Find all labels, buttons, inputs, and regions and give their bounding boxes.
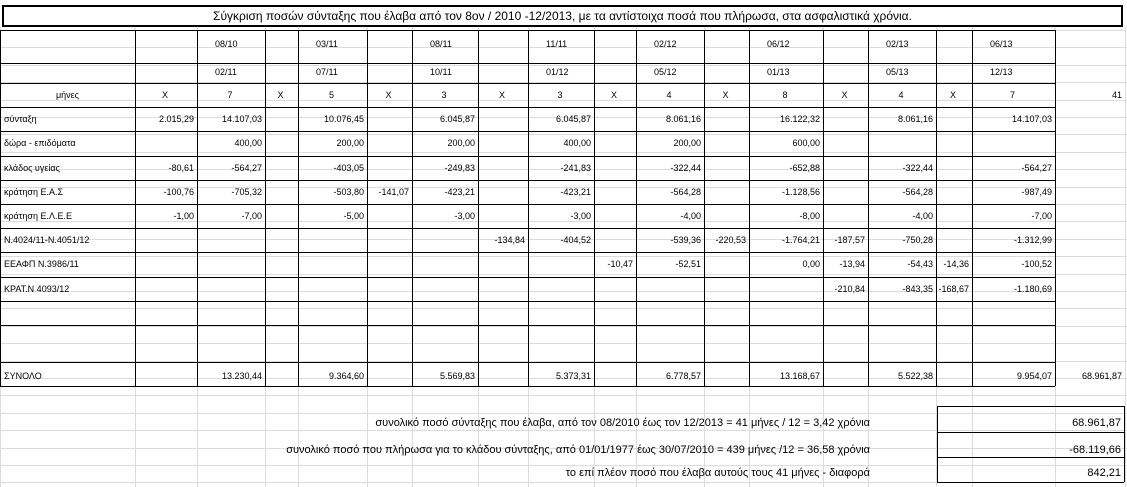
table-cell: -8,00 (799, 211, 820, 221)
table-cell: 5 (328, 90, 334, 100)
summary-text: συνολικό ποσό σύνταξης που έλαβα, από τον 08/2010 έως τον 12/2013 = 41 μήνες / 12 = 3,42 χρόνια (375, 417, 870, 429)
table-cell: 5.569,83 (439, 371, 475, 381)
summary-border (937, 406, 938, 482)
table-cell: -403,05 (333, 162, 364, 173)
table-cell: 6.045,87 (555, 114, 591, 125)
table-cell: 5.373,31 (555, 371, 591, 381)
period-from: 06/12 (767, 39, 790, 49)
table-cell: 9.364,60 (328, 371, 364, 381)
table-cell: 200,00 (447, 138, 475, 149)
table-cell: -3,00 (454, 211, 475, 221)
gridline (0, 343, 1127, 344)
gridline (0, 134, 1127, 135)
table-cell: Χ (722, 90, 729, 100)
table-cell: -423,21 (560, 186, 591, 197)
period-from: 02/13 (886, 39, 909, 49)
table-cell: -14,36 (943, 259, 969, 270)
table-cell: 400,00 (563, 138, 591, 149)
period-from: 11/11 (546, 39, 568, 49)
table-cell: -1,00 (173, 211, 194, 221)
period-to: 05/13 (886, 67, 909, 77)
table-border (135, 30, 136, 386)
table-cell: 5.522,38 (897, 371, 933, 381)
row-label: ΚΡΑΤ.Ν 4093/12 (4, 283, 70, 294)
gridline (0, 274, 1127, 275)
period-to: 07/11 (316, 67, 338, 77)
period-from: 08/10 (215, 39, 238, 49)
row-label: σύνταξη (4, 114, 37, 125)
table-cell: -322,44 (670, 162, 701, 173)
sheet-title: Σύγκριση ποσών σύνταξης που έλαβα από τον 8ον / 2010 -12/2013, με τα αντίστοιχα ποσά που πλήρωσα, στα ασφαλιστικά χρόνια. (2, 5, 1123, 27)
table-cell: -652,88 (789, 162, 820, 173)
table-cell: 400,00 (234, 138, 262, 149)
summary-border (937, 406, 1124, 407)
table-border (0, 30, 1, 386)
table-cell: -564,28 (902, 186, 933, 197)
table-cell: 68.961,87 (1081, 371, 1122, 381)
period-from: 06/13 (990, 39, 1013, 49)
table-cell: 6.778,57 (665, 371, 701, 381)
row-label: κράτηση Ε.Λ.Ε.Ε (4, 211, 72, 221)
table-cell: -843,35 (902, 283, 933, 294)
gridline (0, 395, 1127, 396)
table-cell: 6.045,87 (439, 114, 475, 125)
row-label: κλάδος υγείας (4, 162, 60, 173)
row-label: Ν.4024/11-Ν.4051/12 (4, 235, 90, 246)
table-border (594, 30, 595, 386)
table-cell: Χ (385, 90, 392, 100)
table-cell: -168,67 (938, 283, 969, 294)
table-cell: -1.764,21 (781, 235, 820, 246)
summary-border (937, 432, 1124, 433)
table-cell: 200,00 (336, 138, 364, 149)
gridline (0, 326, 1127, 327)
row-label: ΣΥΝΟΛΟ (4, 371, 42, 381)
table-cell: -564,27 (231, 162, 262, 173)
summary-border (1124, 406, 1125, 482)
table-cell: 13.168,67 (779, 371, 820, 381)
table-border (823, 30, 824, 386)
table-cell: 0,00 (802, 259, 820, 270)
summary-text: συνολικό ποσό που πλήρωσα για το κλάδου σύνταξης, από 01/01/1977 έως 30/07/2010 = 439 μήνες /12 = 36,58 χρόνια (286, 444, 870, 456)
table-cell: -13,94 (839, 259, 865, 270)
period-from: 08/11 (430, 39, 452, 49)
table-cell: 8 (782, 90, 788, 100)
period-from: 03/11 (316, 39, 338, 49)
table-cell: -210,84 (834, 283, 865, 294)
table-border (197, 30, 198, 386)
table-cell: -1.180,69 (1013, 283, 1052, 294)
table-cell: 4 (666, 90, 672, 100)
table-cell: 9.954,07 (1016, 371, 1052, 381)
table-cell: 2.015,29 (158, 114, 194, 125)
table-cell: -7,00 (241, 211, 262, 221)
table-cell: Χ (610, 90, 617, 100)
table-cell: -241,83 (560, 162, 591, 173)
table-cell: -134,84 (494, 235, 525, 246)
table-border (868, 30, 869, 386)
table-border (636, 30, 637, 386)
table-cell: -141,07 (378, 186, 409, 197)
table-cell: 41 (1111, 90, 1122, 100)
row-label: ΕΕΑΦΠ Ν.3986/11 (4, 259, 79, 270)
table-cell: 3 (557, 90, 563, 100)
table-border (0, 386, 1055, 387)
table-cell: 4 (898, 90, 904, 100)
summary-value: 68.961,87 (1072, 417, 1121, 429)
table-cell: 8.061,16 (665, 114, 701, 125)
table-cell: -220,53 (715, 235, 746, 246)
period-to: 05/12 (654, 67, 677, 77)
table-cell: -4,00 (680, 211, 701, 221)
table-border (972, 30, 973, 386)
table-cell: -52,51 (675, 259, 701, 270)
row-label: δώρα - επιδόματα (4, 138, 76, 149)
table-cell: 200,00 (673, 138, 701, 149)
table-cell: 13.230,44 (221, 371, 262, 381)
table-cell: -564,27 (1021, 162, 1052, 173)
table-cell: -3,00 (570, 211, 591, 221)
table-cell: -750,28 (902, 235, 933, 246)
table-cell: 10.076,45 (323, 114, 364, 125)
table-cell: -4,00 (912, 211, 933, 221)
table-cell: -423,21 (444, 186, 475, 197)
table-cell: -249,83 (444, 162, 475, 173)
row-label: κράτηση Ε.Α.Σ (4, 186, 64, 197)
table-cell: 600,00 (792, 138, 820, 149)
table-cell: -705,32 (231, 186, 262, 197)
table-cell: -5,00 (343, 211, 364, 221)
table-cell: Χ (841, 90, 848, 100)
table-border (749, 30, 750, 386)
table-cell: -539,36 (670, 235, 701, 246)
table-cell: -54,43 (907, 259, 933, 270)
table-border (367, 30, 368, 386)
row-label: μήνες (55, 90, 80, 100)
table-cell: 14.107,03 (1011, 114, 1052, 125)
table-cell: -503,80 (333, 186, 364, 197)
gridline (0, 152, 1127, 153)
table-cell: -987,49 (1021, 186, 1052, 197)
period-to: 12/13 (990, 67, 1013, 77)
period-to: 10/11 (430, 67, 452, 77)
table-cell: -100,76 (163, 186, 194, 197)
summary-border (937, 457, 1124, 458)
table-cell: -10,47 (607, 259, 633, 270)
gridline (0, 308, 1127, 309)
table-cell: 3 (441, 90, 447, 100)
table-cell: Χ (949, 90, 956, 100)
table-border (704, 30, 705, 386)
period-to: 02/11 (215, 67, 237, 77)
table-cell: 14.107,03 (221, 114, 262, 125)
summary-text: το επί πλέον ποσό που έλαβα αυτούς τους 41 μήνες - διαφορά (565, 467, 870, 479)
table-cell: -1.128,56 (781, 186, 820, 197)
gridline (0, 256, 1127, 257)
summary-border (937, 482, 1124, 483)
table-cell: 8.061,16 (897, 114, 933, 125)
table-border (936, 30, 937, 386)
table-cell: -187,57 (834, 235, 865, 246)
summary-value: -68.119,66 (1069, 444, 1121, 456)
period-from: 02/12 (654, 39, 677, 49)
table-cell: Χ (277, 90, 284, 100)
table-cell: -100,52 (1021, 259, 1052, 270)
table-cell: -404,52 (560, 235, 591, 246)
table-border (528, 30, 529, 386)
table-cell: -1.312,99 (1013, 235, 1052, 246)
table-cell: Χ (161, 90, 168, 100)
table-cell: -564,28 (670, 186, 701, 197)
table-cell: -7,00 (1031, 211, 1052, 221)
table-cell: 7 (227, 90, 233, 100)
table-cell: 16.122,32 (779, 114, 820, 125)
table-border (298, 30, 299, 386)
table-cell: -80,61 (168, 162, 194, 173)
table-cell: Χ (498, 90, 505, 100)
table-border (412, 30, 413, 386)
table-border (1055, 30, 1056, 386)
period-to: 01/13 (767, 67, 790, 77)
period-to: 01/12 (546, 67, 569, 77)
table-border (265, 30, 266, 386)
gridline (0, 465, 1127, 466)
gridline (0, 413, 1127, 414)
table-cell: 7 (1009, 90, 1015, 100)
table-border (478, 30, 479, 386)
table-cell: -322,44 (902, 162, 933, 173)
summary-value: 842,21 (1087, 467, 1121, 479)
gridline (1125, 27, 1126, 487)
gridline (0, 430, 1127, 431)
